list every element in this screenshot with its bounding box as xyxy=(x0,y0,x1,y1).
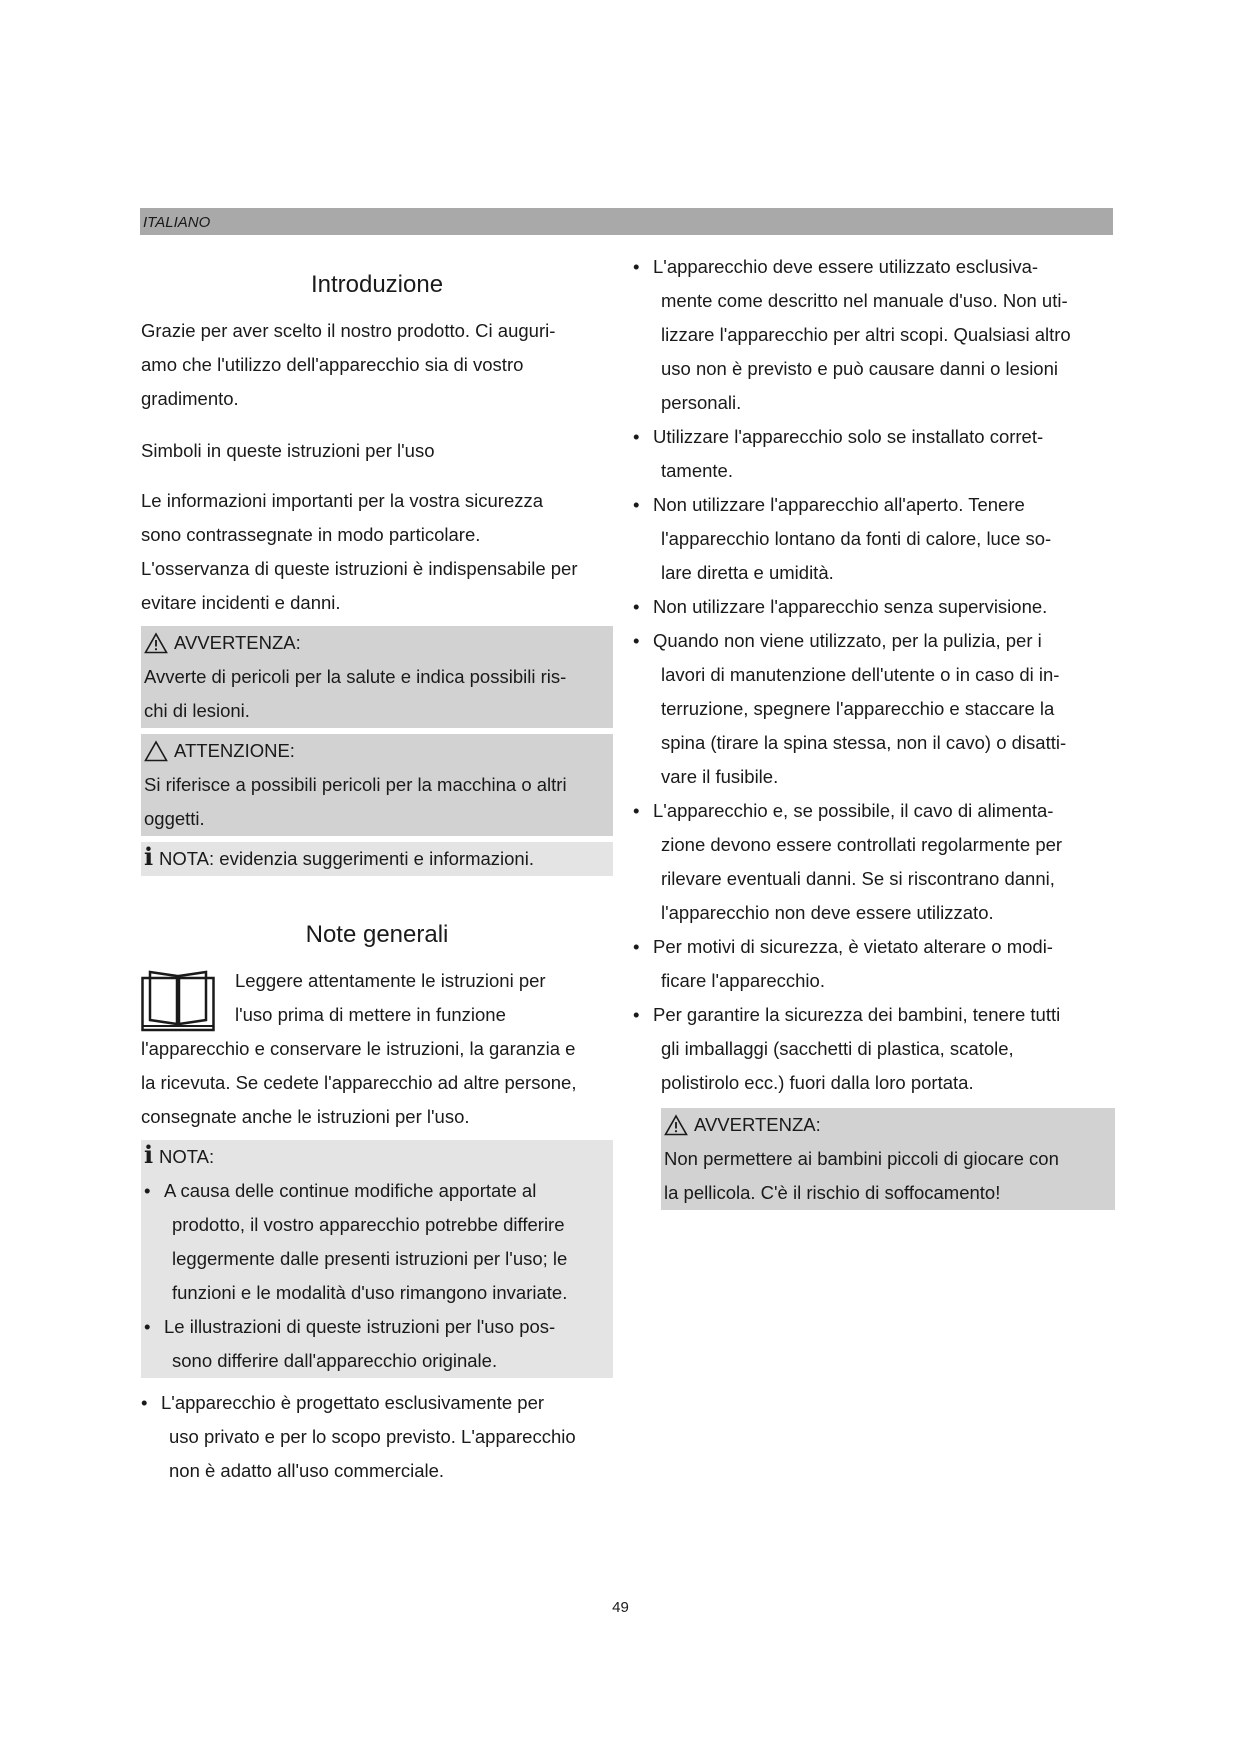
note-box xyxy=(141,1140,613,1378)
list-item: • Le illustrazioni di queste istruzioni per l'uso pos- sono differire dall'apparecchio originale. xyxy=(144,1310,609,1378)
warning-title: AVVERTENZA: xyxy=(694,1114,821,1135)
intro-paragraph: Grazie per aver scelto il nostro prodotto. Ci auguri- amo che l'utilizzo dell'apparecchio sia di vostro gradimento. xyxy=(141,320,556,409)
note-box-title: NOTA: xyxy=(159,1146,215,1167)
note-box-short xyxy=(141,842,613,876)
warning-title: AVVERTENZA: xyxy=(174,632,301,653)
read-manual-block xyxy=(141,964,613,1134)
note-list xyxy=(144,1174,609,1378)
note-text: evidenzia suggerimenti e informazioni. xyxy=(214,848,534,869)
language-header-bar xyxy=(140,208,1113,235)
list-item: • Utilizzare l'apparecchio solo se installato corret- tamente. xyxy=(633,420,1115,488)
info-icon: i xyxy=(144,842,154,871)
list-item: • Non utilizzare l'apparecchio all'aperto. Tenere l'apparecchio lontano da fonti di calore, luce so- lare diretta e umidità. xyxy=(633,488,1115,590)
warning-text: Avverte di pericoli per la salute e indica possibili ris- chi di lesioni. xyxy=(144,666,567,721)
symbols-heading: Simboli in queste istruzioni per l'uso xyxy=(141,440,435,461)
book-icon xyxy=(141,968,215,1032)
warning-triangle-icon xyxy=(664,1114,688,1136)
list-item: • L'apparecchio è progettato esclusivamente per uso privato e per lo scopo previsto. L'apparecchio non è adatto all'uso commerciale. xyxy=(141,1386,613,1488)
caution-text: Si riferisce a possibili pericoli per la macchina o altri oggetti. xyxy=(144,774,567,829)
warning-box xyxy=(141,626,613,728)
list-item: • L'apparecchio deve essere utilizzato esclusiva- mente come descritto nel manuale d'uso. Non uti- lizzare l'apparecchio per altri scopi. Qualsiasi altro uso non è previsto e può causare danni o lesioni personali. xyxy=(633,250,1115,420)
read-manual-text: Leggere attentamente le istruzioni per l'uso prima di mettere in funzione xyxy=(235,970,546,1025)
warning-text: Non permettere ai bambini piccoli di giocare con la pellicola. C'è il rischio di soffocamento! xyxy=(664,1148,1059,1203)
list-item: • L'apparecchio e, se possibile, il cavo di alimenta- zione devono essere controllati regolarmente per rilevare eventuali danni. Se si riscontrano danni, l'apparecchio non deve essere utilizzato. xyxy=(633,794,1115,930)
list-item: • Quando non viene utilizzato, per la pulizia, per i lavori di manutenzione dell'utente o in caso di in- terruzione, spegnere l'apparecchio e staccare la spina (tirare la spina stessa, non il cavo) o disatti- vare il fusibile. xyxy=(633,624,1115,794)
general-text: l'apparecchio e conservare le istruzioni, la garanzia e la ricevuta. Se cedete l'apparecchio ad altre persone, consegnate anche le istruzioni per l'uso. xyxy=(141,1038,577,1127)
caution-title: ATTENZIONE: xyxy=(174,740,295,761)
general-title: Note generali xyxy=(305,921,449,948)
bottom-list xyxy=(141,1386,613,1488)
list-item: • Per garantire la sicurezza dei bambini, tenere tutti gli imballaggi (sacchetti di plastica, scatole, polistirolo ecc.) fuori dalla loro portata. xyxy=(633,998,1115,1100)
info-icon: i xyxy=(144,1140,154,1169)
intro-title: Introduzione xyxy=(310,271,444,298)
warning-triangle-icon xyxy=(144,632,168,654)
right-column xyxy=(633,250,1115,1210)
caution-box xyxy=(141,734,613,836)
list-item: • Non utilizzare l'apparecchio senza supervisione. xyxy=(633,590,1115,624)
symbols-paragraph: Le informazioni importanti per la vostra sicurezza sono contrassegnate in modo particolare. L'osservanza di queste istruzioni è indispensabile per evitare incidenti e danni. xyxy=(141,490,578,613)
caution-triangle-icon xyxy=(144,740,168,762)
list-item: • Per motivi di sicurezza, è vietato alterare o modi- ficare l'apparecchio. xyxy=(633,930,1115,998)
list-item: • A causa delle continue modifiche apportate al prodotto, il vostro apparecchio potrebbe differire leggermente dalle presenti istruzioni per l'uso; le funzioni e le modalità d'uso rimangono invariate. xyxy=(144,1174,609,1310)
note-label: NOTA: xyxy=(159,848,215,869)
safety-list xyxy=(633,250,1115,1100)
warning-box-children xyxy=(661,1108,1115,1210)
left-column xyxy=(141,250,613,1488)
page-number: 49 xyxy=(612,1599,629,1616)
language-label: ITALIANO xyxy=(143,214,211,231)
